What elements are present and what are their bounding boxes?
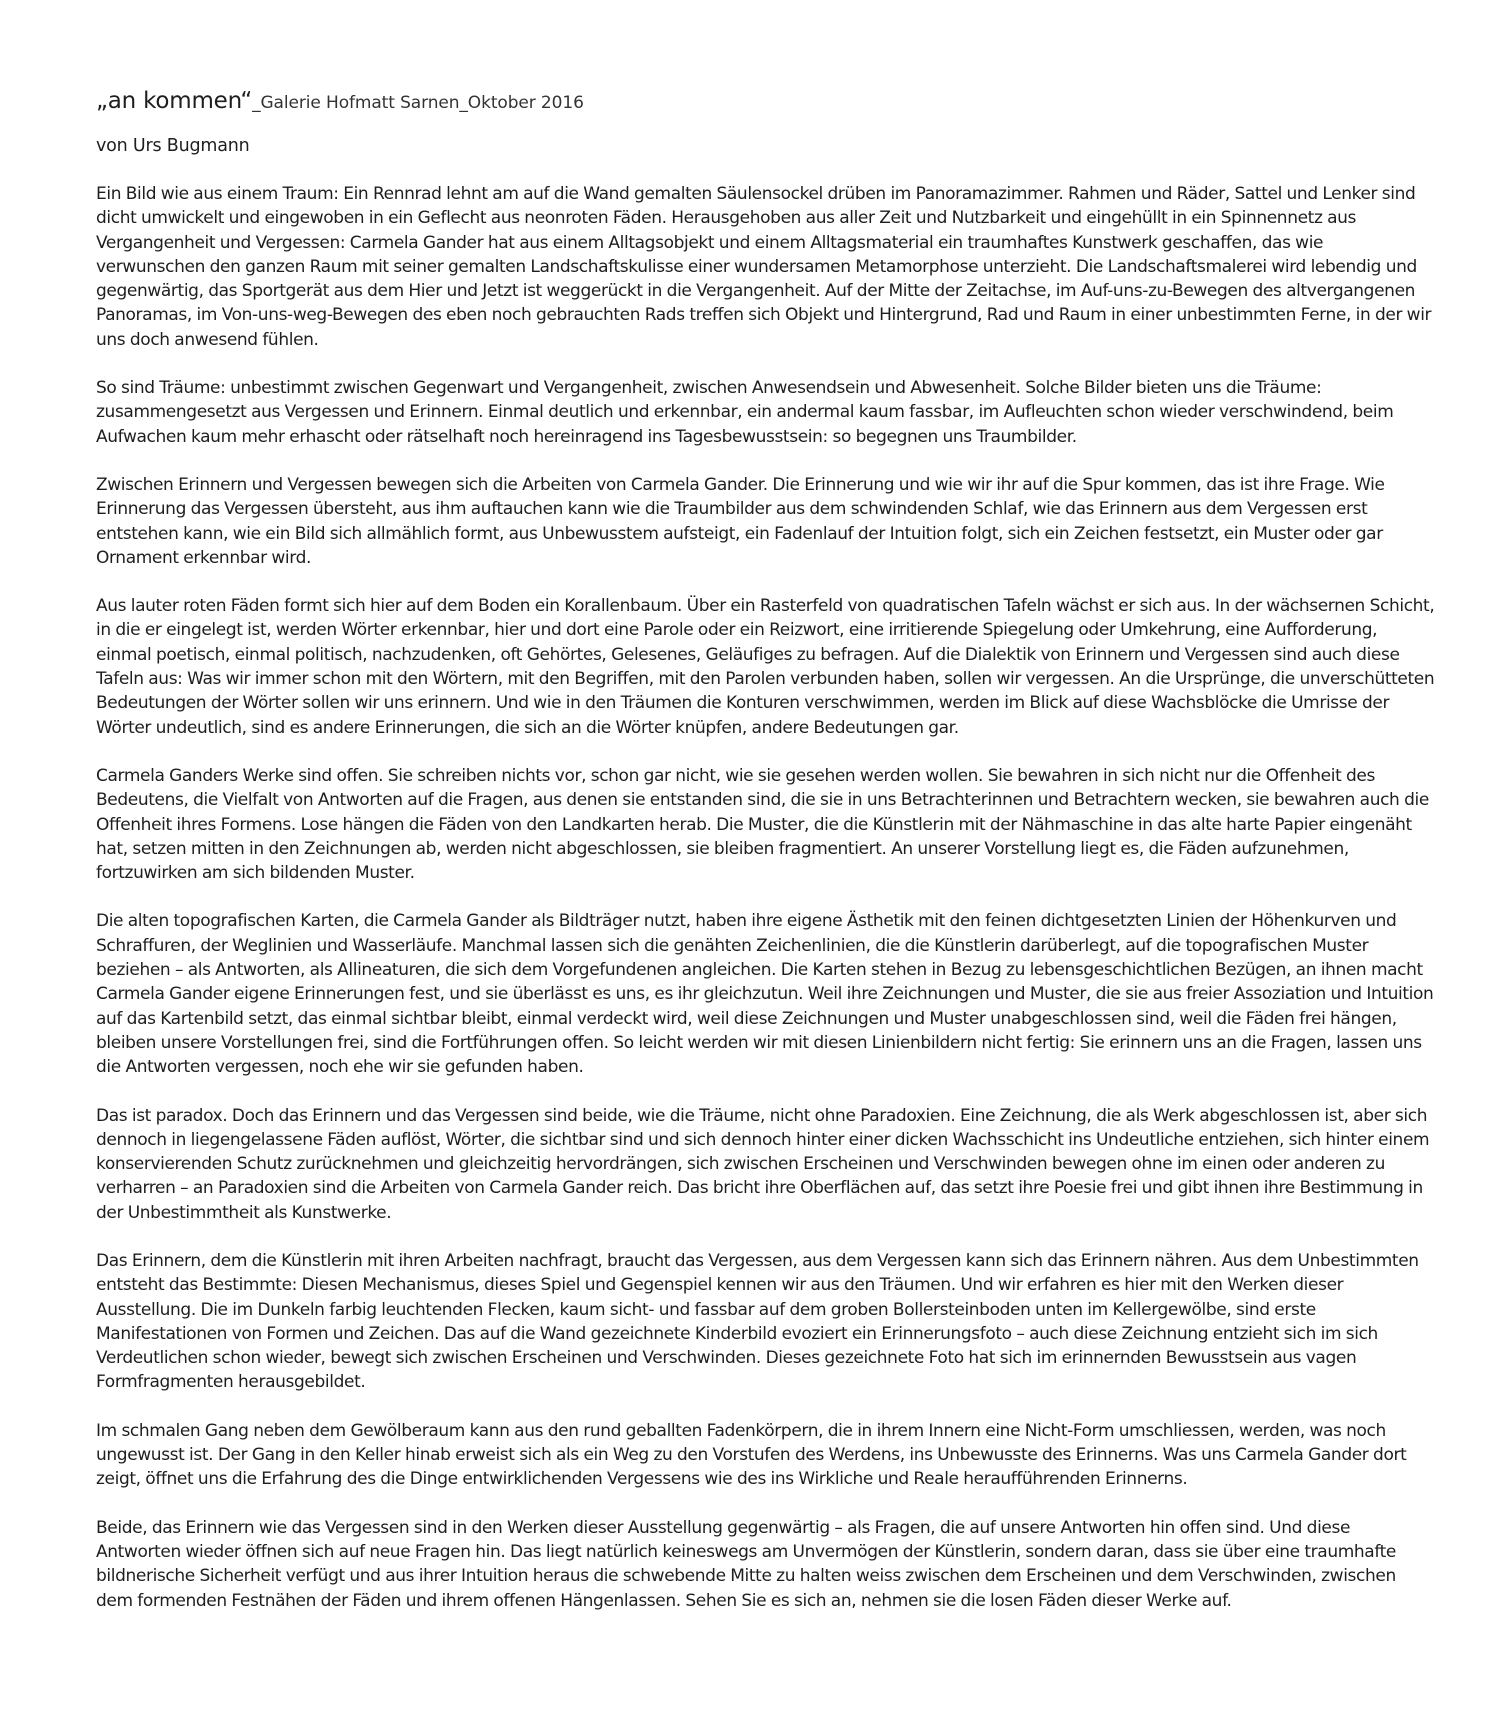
paragraph-4: Aus lauter roten Fäden formt sich hier auf dem Boden ein Korallenbaum. Über ein Rasterfeld von quadratischen Tafeln wächst er sich aus. In der wächsernen Schicht, in die er eingelegt ist, werden Wörter erkennbar, hier und dort eine Parole oder ein Reizwort, eine irritierende Spiegelung oder Umkehrung, eine Aufforderung, einmal poetisch, einmal politisch, nachzudenken, oft Gehörtes, Gelesenes, Geläufiges zu befragen. Auf die Dialektik von Erinnern und Vergessen sind auch diese Tafeln aus: Was wir immer schon mit den Wörtern, mit den Begriffen, mit den Parolen verbunden haben, sollen wir vergessen. An die Ursprünge, die unverschütteten Bedeutungen der Wörter sollen wir uns erinnern. Und wie in den Träumen die Konturen verschwimmen, werden im Blick auf diese Wachsblöcke die Umrisse der Wörter undeutlich, sind es andere Erinnerungen, die sich an die Wörter knüpfen, andere Bedeutungen gar. <box>96 596 1435 738</box>
document-heading <box>96 84 1436 120</box>
article-body <box>96 182 1436 1613</box>
paragraph-10: Beide, das Erinnern wie das Vergessen sind in den Werken dieser Ausstellung gegenwärtig – als Fragen, die auf unsere Antworten hin offen sind. Und diese Antworten wieder öffnen sich auf neue Fragen hin. Das liegt natürlich keineswegs am Unvermögen der Künstlerin, sondern daran, dass sie über eine traumhafte bildnerische Sicherheit verfügt und aus ihrer Intuition heraus die schwebende Mitte zu halten weiss zwischen dem Erscheinen und dem Verschwinden, zwischen dem formenden Festnähen der Fäden und ihrem offenen Hängenlassen. Sehen Sie es sich an, nehmen sie die losen Fäden dieser Werke auf. <box>96 1517 1396 1611</box>
paragraph-9: Im schmalen Gang neben dem Gewölberaum kann aus den rund geballten Fadenkörpern, die in ihrem Innern eine Nicht-Form umschliessen, werden, was noch ungewusst ist. Der Gang in den Keller hinab erweist sich als ein Weg zu den Vorstufen des Werdens, ins Unbewusste des Erinnerns. Was uns Carmela Gander dort zeigt, öffnet uns die Erfahrung des die Dinge entwirklichenden Vergessens wie des ins Wirkliche und Reale heraufführenden Erinnerns. <box>96 1420 1407 1490</box>
paragraph-2: So sind Träume: unbestimmt zwischen Gegenwart und Vergangenheit, zwischen Anwesendsein und Abwesenheit. Solche Bilder bieten uns die Träume: zusammengesetzt aus Vergessen und Erinnern. Einmal deutlich und erkennbar, ein andermal kaum fassbar, im Aufleuchten schon wieder verschwindend, beim Aufwachen kaum mehr erhascht oder rätselhaft noch hereinragend ins Tagesbewusstsein: so begegnen uns Traumbilder. <box>96 378 1394 447</box>
paragraph-6: Die alten topografischen Karten, die Carmela Gander als Bildträger nutzt, haben ihre eigene Ästhetik mit den feinen dichtgesetzten Linien der Höhenkurven und Schraffuren, der Weglinien und Wasserläufe. Manchmal lassen sich die genähten Zeichenlinien, die die Künstlerin darüberlegt, auf die topografischen Muster beziehen – als Antworten, als Allineaturen, die sich dem Vorgefundenen angleichen. Die Karten stehen in Bezug zu lebensgeschichtlichen Bezügen, an ihnen macht Carmela Gander eigene Erinnerungen fest, und sie überlässt es uns, es ihr gleichzutun. Weil ihre Zeichnungen und Muster, die sie aus freier Assoziation und Intuition auf das Kartenbild setzt, das einmal sichtbar bleibt, einmal verdeckt wird, weil diese Zeichnungen und Muster unabgeschlossen sind, weil die Fäden frei hängen, bleiben unsere Vorstellungen frei, sind die Fortführungen offen. So leicht werden wir mit diesen Linienbildern nicht fertig: Sie erinnern uns an die Fragen, lassen uns die Antworten vergessen, noch ehe wir sie gefunden haben. <box>96 911 1434 1078</box>
exhibition-title: „an kommen“ <box>96 88 253 114</box>
document-page <box>96 84 1436 1637</box>
paragraph-3: Zwischen Erinnern und Vergessen bewegen sich die Arbeiten von Carmela Gander. Die Erinnerung und wie wir ihr auf die Spur kommen, das ist ihre Frage. Wie Erinnerung das Vergessen übersteht, aus ihm auftauchen kann wie die Traumbilder aus dem schwindenden Schlaf, wie das Erinnern aus dem Vergessen erst entstehen kann, wie ein Bild sich allmählich formt, aus Unbewusstem aufsteigt, ein Fadenlauf der Intuition folgt, sich ein Zeichen festsetzt, ein Muster oder gar Ornament erkennbar wird. <box>96 474 1385 568</box>
paragraph-7: Das ist paradox. Doch das Erinnern und das Vergessen sind beide, wie die Träume, nicht ohne Paradoxien. Eine Zeichnung, die als Werk abgeschlossen ist, aber sich dennoch in liegengelassene Fäden auflöst, Wörter, die sichtbar sind und sich dennoch hinter einer dicken Wachsschicht ins Undeutliche entziehen, sich hinter einem konservierenden Schutz zurücknehmen und gleichzeitig hervordrängen, sich zwischen Erscheinen und Verschwinden bewegen ohne im einen oder anderen zu verharren – an Paradoxien sind die Arbeiten von Carmela Gander reich. Das bricht ihre Oberflächen auf, das setzt ihre Poesie frei und gibt ihnen ihre Bestimmung in der Unbestimmtheit als Kunstwerke. <box>96 1105 1430 1223</box>
exhibition-venue-date: _Galerie Hofmatt Sarnen_Oktober 2016 <box>252 93 584 113</box>
paragraph-5: Carmela Ganders Werke sind offen. Sie schreiben nichts vor, schon gar nicht, wie sie gesehen werden wollen. Sie bewahren in sich nicht nur die Offenheit des Bedeutens, die Vielfalt von Antworten auf die Fragen, aus denen sie entstanden sind, die sie in uns Betrachterinnen und Betrachtern wecken, sie bewahren auch die Offenheit ihres Formens. Lose hängen die Fäden von den Landkarten herab. Die Muster, die die Künstlerin mit der Nähmaschine in das alte harte Papier eingenäht hat, setzen mitten in den Zeichnungen ab, werden nicht abgeschlossen, sie bleiben fragmentiert. An unserer Vorstellung liegt es, die Fäden aufzunehmen, fortzuwirken am sich bildenden Muster. <box>96 765 1429 884</box>
paragraph-1: Ein Bild wie aus einem Traum: Ein Rennrad lehnt am auf die Wand gemalten Säulensockel drüben im Panoramazimmer. Rahmen und Räder, Sattel und Lenker sind dicht umwickelt und eingewoben in ein Geflecht aus neonroten Fäden. Herausgehoben aus aller Zeit und Nutzbarkeit und eingehüllt in ein Spinnennetz aus Vergangenheit und Vergessen: Carmela Gander hat aus einem Alltagsobjekt und einem Alltagsmaterial ein traumhaftes Kunstwerk geschaffen, das wie verwunschen den ganzen Raum mit seiner gemalten Landschaftskulisse einer wundersamen Metamorphose unterzieht. Die Landschaftsmalerei wird lebendig und gegenwärtig, das Sportgerät aus dem Hier und Jetzt ist weggerückt in die Vergangenheit. Auf der Mitte der Zeitachse, im Auf-uns-zu-Bewegen des altvergangenen Panoramas, im Von-uns-weg-Bewegen des eben noch gebrauchten Rads treffen sich Objekt und Hintergrund, Rad und Raum in einer unbestimmten Ferne, in der wir uns doch anwesend fühlen. <box>96 184 1432 350</box>
paragraph-8: Das Erinnern, dem die Künstlerin mit ihren Arbeiten nachfragt, braucht das Vergessen, aus dem Vergessen kann sich das Erinnern nähren. Aus dem Unbestimmten entsteht das Bestimmte: Diesen Mechanismus, dieses Spiel und Gegenspiel kennen wir aus den Träumen. Und wir erfahren es hier mit den Werken dieser Ausstellung. Die im Dunkeln farbig leuchtenden Flecken, kaum sicht- und fassbar auf dem groben Bollersteinboden unten im Kellergewölbe, sind erste Manifestationen von Formen und Zeichen. Das auf die Wand gezeichnete Kinderbild evoziert ein Erinnerungsfoto – auch diese Zeichnung entzieht sich im sich Verdeutlichen schon wieder, bewegt sich zwischen Erscheinen und Verschwinden. Dieses gezeichnete Foto hat sich im erinnernden Bewusstsein aus vagen Formfragmenten herausgebildet. <box>96 1250 1419 1393</box>
author-line: von Urs Bugmann <box>96 136 250 156</box>
